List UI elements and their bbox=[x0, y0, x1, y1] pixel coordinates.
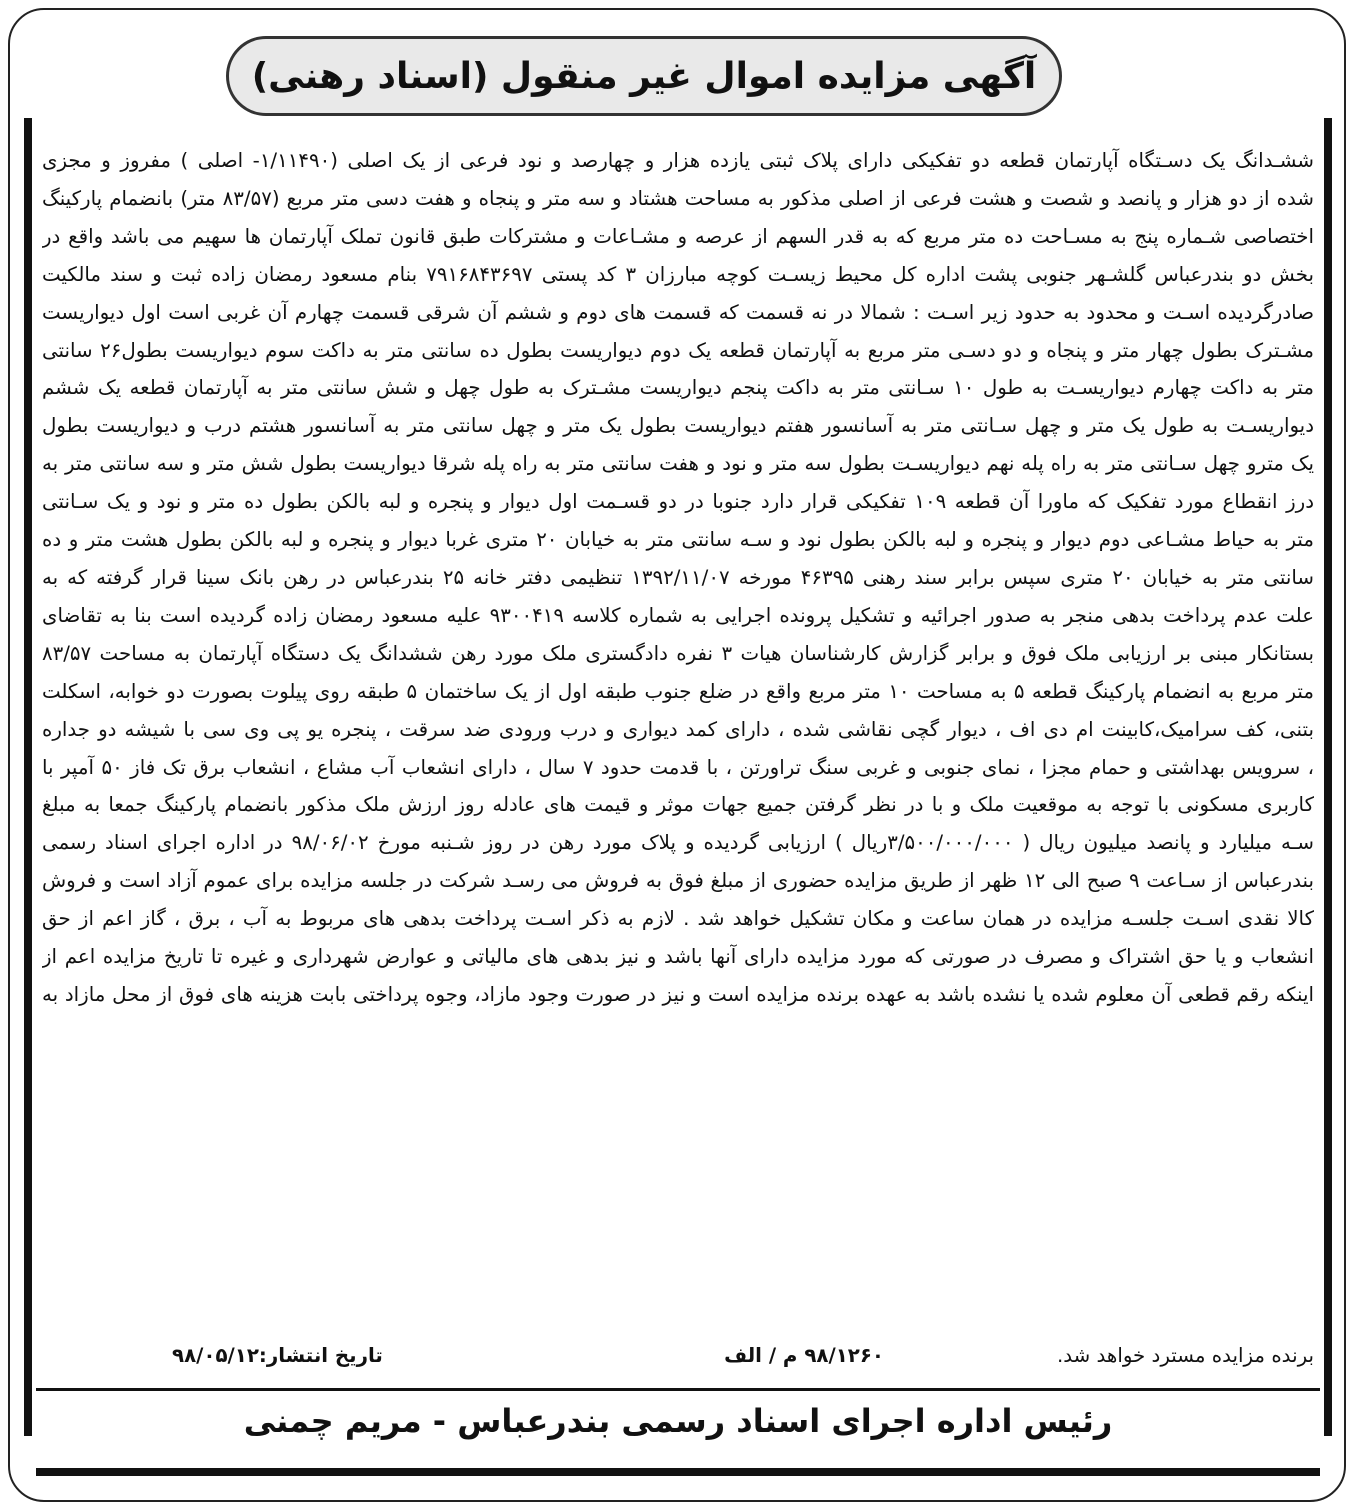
body-line: دیواریسـت به طول یک متر و چهل سـانتی متر به آسانسور هفتم دیواریست بطول یک متر و چهل سانتی متر به آسانسور هشتم درب و دیواریست بطول bbox=[42, 414, 1314, 438]
body-line: متر مربع به انضمام پارکینگ قطعه ۵ به مساحت ۱۰ متر مربع واقع در ضلع جنوب طبقه اول از یک ساختمان ۵ طبقه روی پیلوت بصورت دو خوابه، اسکلت bbox=[42, 679, 1314, 703]
body-line: سانتی متر به خیابان ۲۰ متری سپس برابر سند رهنی ۴۶۳۹۵ مورخه ۱۳۹۲/۱۱/۰۷ تنظیمی دفتر خانه ۲۵ بندرعباس در رهن بانک سینا قرار گرفته که به bbox=[42, 565, 1314, 589]
body-line: کالا نقدی اسـت جلسـه مزایده در همان ساعت و مکان تشکیل خواهد شد . لازم به ذکر اسـت پرداخت بدهی های مربوط به آب ، برق ، گاز اعم از حق bbox=[42, 907, 1314, 931]
body-line: بخش دو بندرعباس گلشـهر جنوبی پشت اداره کل محیط زیسـت کوچه مبارزان ۳ کد پستی ۷۹۱۶۸۴۳۶۹۷ بنام مسعود رمضان زاده ثبت و سند مالکیت bbox=[42, 262, 1314, 286]
notice-footer-line bbox=[42, 1344, 1314, 1378]
body-line: اینکه رقم قطعی آن معلوم شده یا نشده باشد به عهده برنده مزایده است و نیز در صورت وجود مازاد، وجوه پرداختی بابت هزینه های فوق از محل مازاد به bbox=[42, 982, 1314, 1006]
body-line: بستانکار مبنی بر ارزیابی ملک فوق و برابر گزارش کارشناسان هیات ۳ نفره دادگستری ملک مورد رهن ششدانگ یک دستگاه آپارتمان به مساحت ۸۳/۵۷ bbox=[42, 641, 1314, 665]
body-line: علت عدم پرداخت بدهی منجر به صدور اجرائیه و تشکیل پرونده اجرایی به شماره کلاسه ۹۳۰۰۴۱۹ علیه مسعود رمضان زاده گردیده است بنا به تقاضای bbox=[42, 603, 1314, 627]
body-line: اختصاصی شـماره پنج به مسـاحت ده متر مربع که به قدر السهم از عرصه و مشـاعات و مشترکات طبق قانون تملک آپارتمان ها سهیم می باشد واقع در bbox=[42, 224, 1314, 248]
reference-number: ۹۸/۱۲۶۰ م / الف bbox=[724, 1344, 884, 1367]
body-line: انشعاب و یا حق اشتراک و مصرف در صورتی که مورد مزایده دارای آنها باشد و نیز بدهی های مالیاتی و عوارض شهرداری و غیره تا تاریخ مزایده اعم از bbox=[42, 945, 1314, 969]
body-line: یک مترو چهل سـانتی متر به راه پله نهم دیواریسـت بطول سه متر و نود و هفت سانتی متر به راه پله شرقا دیواریست بطول شش متر و سه سانتی متر به bbox=[42, 452, 1314, 476]
body-line: ششـدانگ یک دسـتگاه آپارتمان قطعه دو تفکیکی دارای پلاک ثبتی یازده هزار و چهارصد و نود فرعی از یک اصلی (۱/۱۱۴۹۰- اصلی ) مفروز و مجزی bbox=[42, 149, 1314, 172]
left-border-rule bbox=[24, 118, 32, 1436]
title-banner bbox=[226, 36, 1062, 116]
body-line: سـه میلیارد و پانصد میلیون ریال ( ۳/۵۰۰/۰۰۰/۰۰۰ریال ) ارزیابی گردیده و پلاک مورد رهن در روز شـنبه مورخ ۹۸/۰۶/۰۲ در اداره اجرای اسناد رسمی bbox=[42, 831, 1314, 855]
signature-divider bbox=[36, 1388, 1320, 1391]
body-line: بتنی، کف سرامیک،کابینت ام دی اف ، دیوار گچی نقاشی شده ، دارای کمد دیواری و درب ورودی ضد سرقت ، پنجره یو پی وی سی با شیشه دو جداره bbox=[42, 717, 1314, 741]
body-line: متر به داکت چهارم دیواریسـت به طول ۱۰ سـانتی متر به داکت پنجم دیواریست مشـترک به طول چهل و شش سانتی متر به آپارتمان قطعه یک ششم bbox=[42, 376, 1314, 400]
bottom-rule bbox=[36, 1468, 1320, 1476]
notice-body bbox=[42, 142, 1314, 1014]
body-line: شده از دو هزار و پانصد و شصت و هشت فرعی از اصلی مذکور به مساحت هشتاد و سه متر و پنجاه و هفت دسی متر مربع (۸۳/۵۷ متر) بانضمام پارکینگ bbox=[42, 186, 1314, 210]
body-line: صادرگردیده اسـت و محدود به حدود زیر اسـت : شمالا در نه قسمت که قسمت های دوم و ششم آن شرقی قسمت چهارم آن غربی است اول دیواریست bbox=[42, 300, 1314, 324]
body-line: ، سرویس بهداشتی و حمام مجزا ، نمای جنوبی و غربی سنگ تراورتن ، با قدمت حدود ۷ سال ، دارای انشعاب آب مشاع ، انشعاب برق تک فاز ۵۰ آمپر با bbox=[42, 755, 1314, 779]
body-line: بندرعباس از سـاعت ۹ صبح الی ۱۲ ظهر از طریق مزایده حضوری از مبلغ فوق به فروش می رسـد شرکت در جلسه مزایده برای عموم آزاد است و فروش bbox=[42, 869, 1314, 893]
publication-date: تاریخ انتشار:۹۸/۰۵/۱۲ bbox=[172, 1344, 383, 1367]
right-border-rule bbox=[1324, 118, 1332, 1436]
body-line: کاربری مسکونی با توجه به موقعیت ملک و با در نظر گرفتن جمیع جهات موثر و قیمت های عادله روز ارزش ملک مذکور بانضمام پارکینگ جمعا به مبلغ bbox=[42, 793, 1314, 817]
body-line: متر به حیاط مشـاعی دوم دیوار و پنجره و لبه بالکن بطول نود و سـه سانتی متر به خیابان ۲۰ متری غربا دیوار و پنجره و لبه بالکن بطول هشت متر و ده bbox=[42, 528, 1314, 552]
closing-text: برنده مزایده مسترد خواهد شد. bbox=[1056, 1344, 1314, 1367]
signature-line: رئیس اداره اجرای اسناد رسمی بندرعباس - مریم چمنی bbox=[243, 1402, 1113, 1440]
body-line: مشـترک بطول چهار متر و پنجاه و دو دسـی متر مربع به آپارتمان قطعه یک دوم دیواریست بطول ده سانتی متر به داکت سوم دیواریست بطول۲۶ سانتی bbox=[42, 338, 1314, 362]
page-title: آگهی مزایده اموال غیر منقول (اسناد رهنی) bbox=[251, 55, 1037, 97]
body-line: درز انقطاع مورد تفکیک که ماورا آن قطعه ۱۰۹ تفکیکی قرار دارد جنوبا در دو قسـمت اول دیوار و پنجره و لبه بالکن بطول ده متر و نود و یک سـانتی bbox=[42, 490, 1314, 514]
